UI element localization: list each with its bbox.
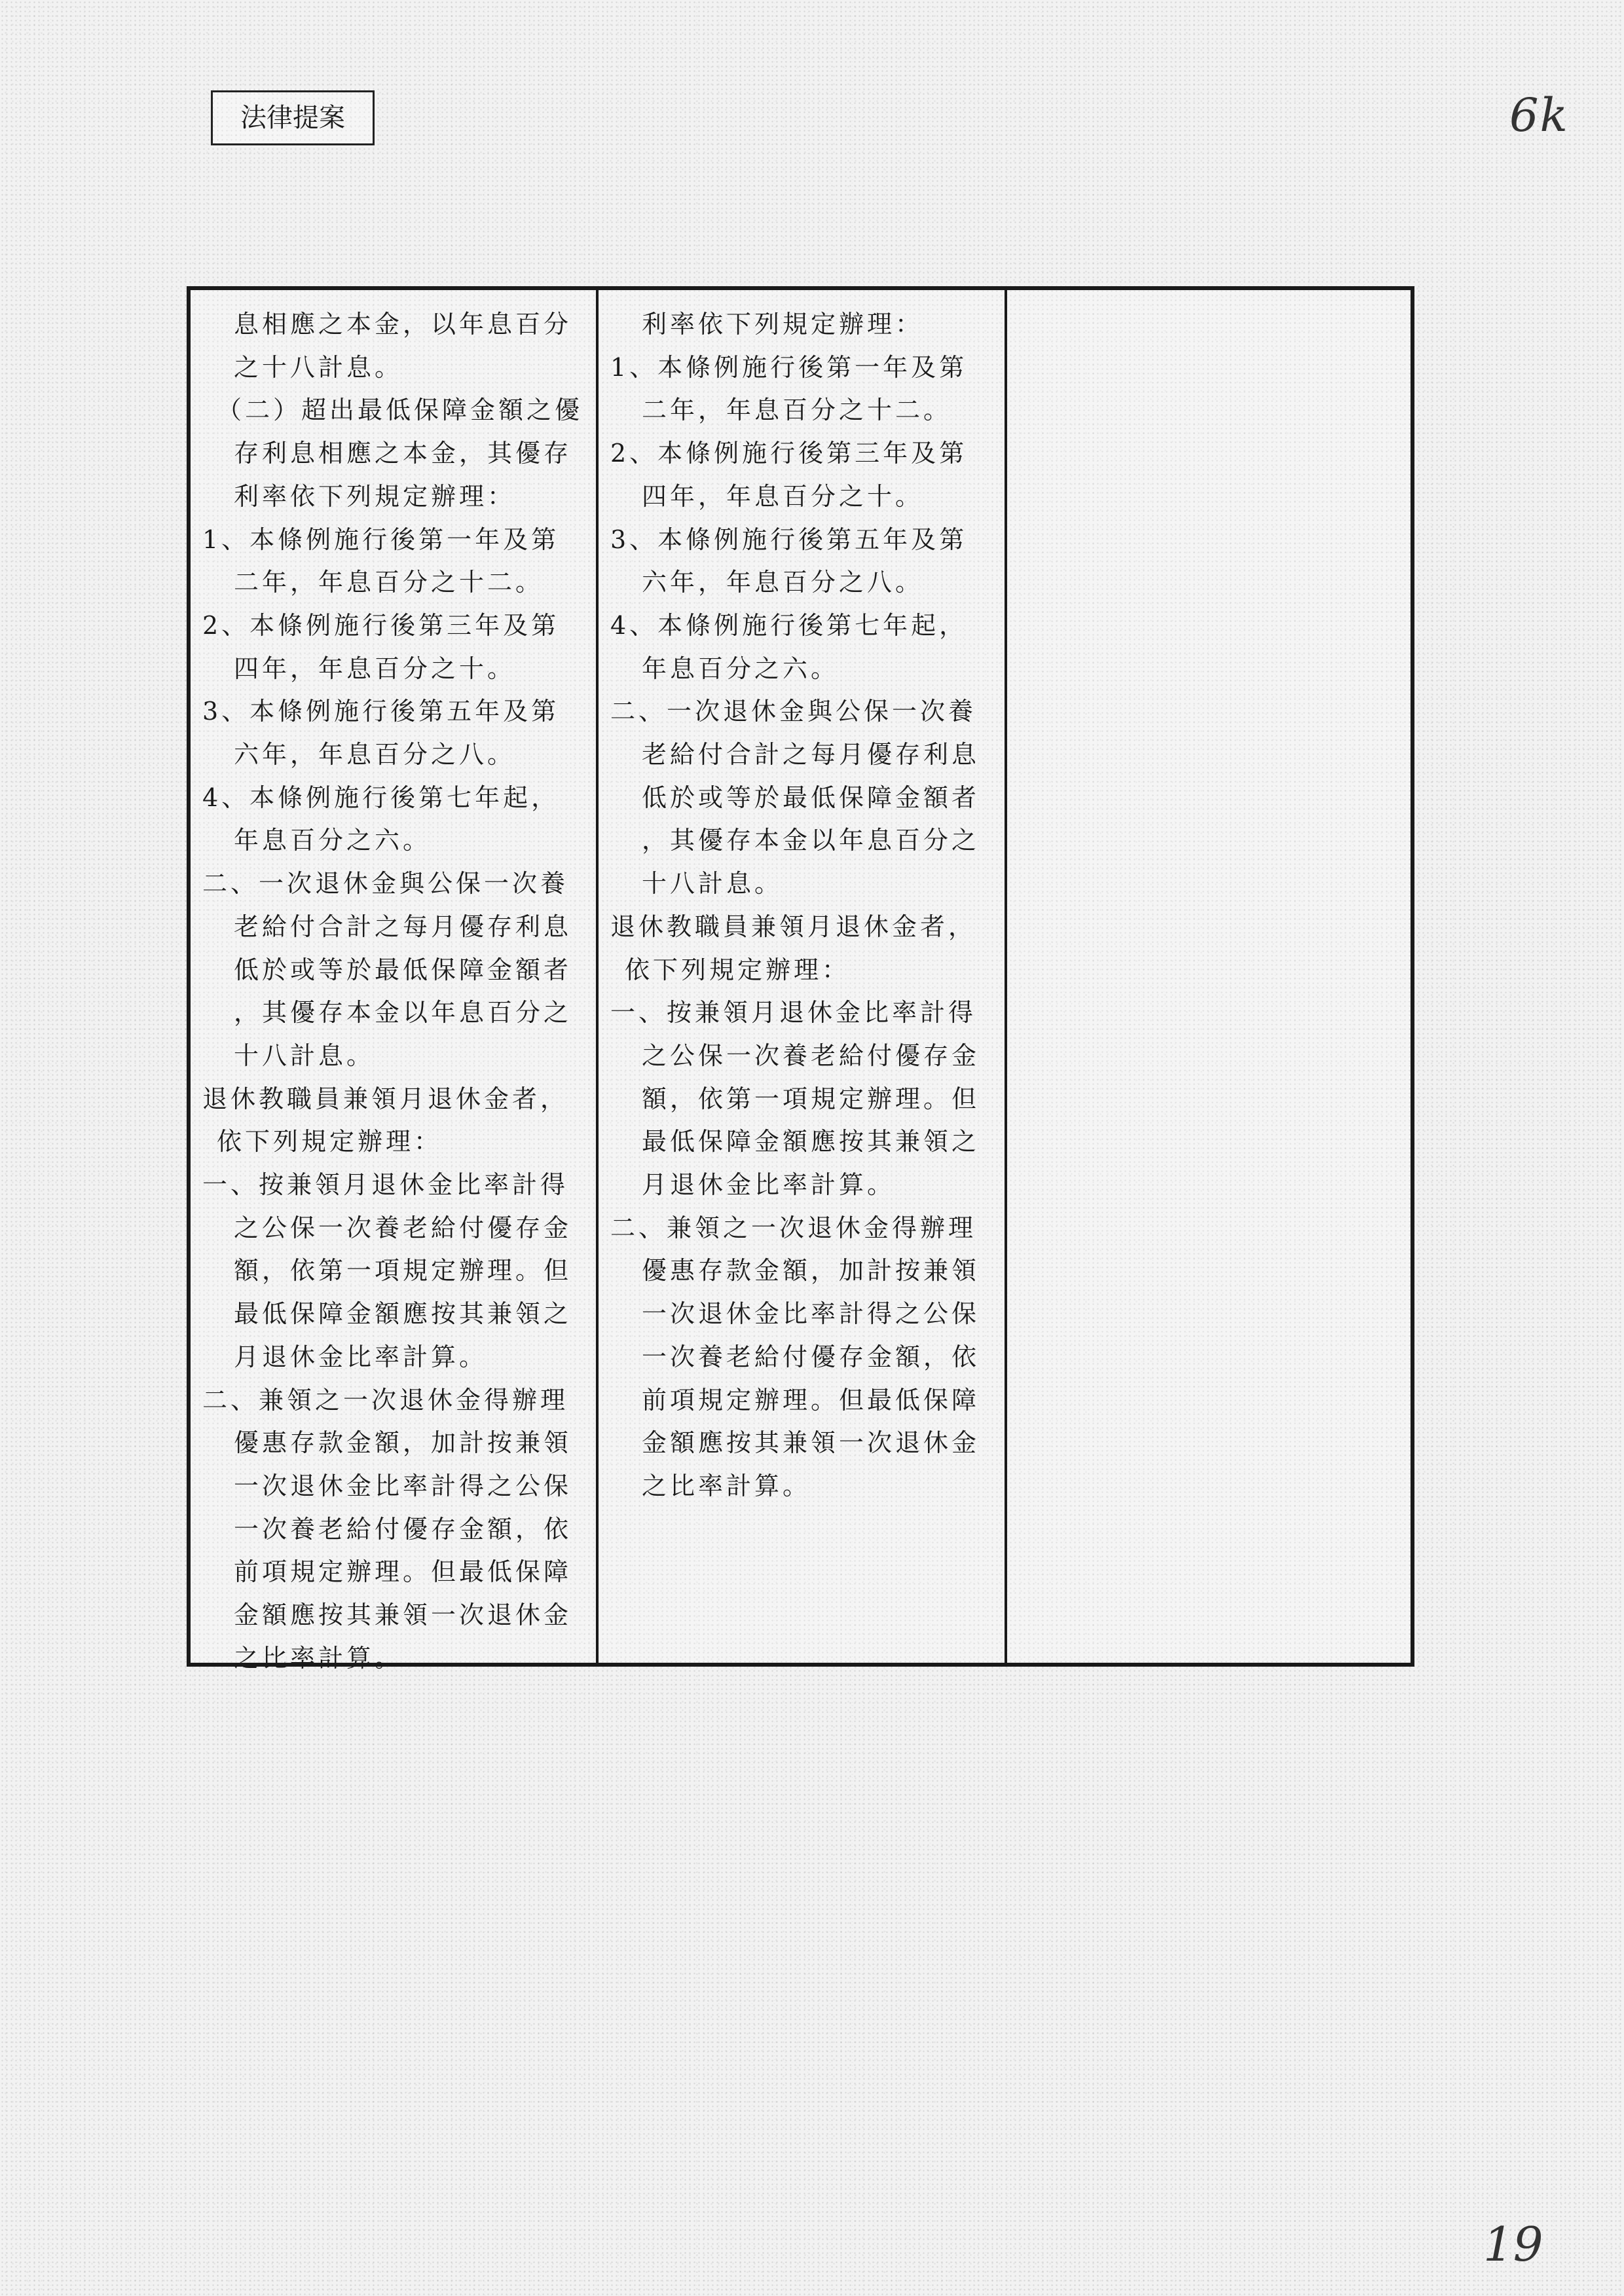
table-cell-line: 利率依下列規定辦理： bbox=[234, 481, 516, 511]
table-cell-line: 二、一次退休金與公保一次養 bbox=[610, 697, 977, 726]
table-cell-line: 月退休金比率計算。 bbox=[642, 1170, 896, 1200]
table-cell-line: 存利息相應之本金，其優存 bbox=[234, 439, 572, 468]
table-cell-line: 最低保障金額應按其兼領之 bbox=[642, 1127, 980, 1157]
table-cell-line: 一次退休金比率計得之公保 bbox=[642, 1299, 980, 1329]
table-cell-line: ，其優存本金以年息百分之 bbox=[642, 826, 980, 855]
table-cell-line: 前項規定辦理。但最低保障 bbox=[642, 1385, 980, 1415]
table-cell-line: 3、本條例施行後第五年及第 bbox=[610, 525, 968, 554]
table-cell-line: 月退休金比率計算。 bbox=[234, 1342, 488, 1371]
table-cell-line: 之十八計息。 bbox=[234, 352, 403, 382]
table-cell-line: 一、按兼領月退休金比率計得 bbox=[202, 1170, 569, 1200]
table-cell-line: 年息百分之六。 bbox=[642, 654, 840, 683]
table-cell-line: 四年，年息百分之十。 bbox=[642, 481, 924, 511]
table-column-amended-text bbox=[599, 290, 1007, 1663]
table-cell-line: 二、兼領之一次退休金得辦理 bbox=[610, 1213, 977, 1242]
table-cell-line: 息相應之本金，以年息百分 bbox=[234, 310, 572, 339]
table-column-current-text bbox=[191, 290, 599, 1673]
comparison-table bbox=[187, 286, 1414, 1673]
handwritten-page-mark: 6k bbox=[1509, 88, 1569, 142]
table-cell-line: 4、本條例施行後第七年起， bbox=[610, 610, 968, 640]
table-cell-line: 2、本條例施行後第三年及第 bbox=[202, 610, 560, 640]
table-cell-line: 六年，年息百分之八。 bbox=[234, 740, 516, 769]
table-cell-line: 二、一次退休金與公保一次養 bbox=[202, 869, 569, 898]
table-cell-line: 一次養老給付優存金額，依 bbox=[234, 1514, 572, 1544]
table-cell-line: 金額應按其兼領一次退休金 bbox=[642, 1428, 980, 1458]
table-cell-line: 額，依第一項規定辦理。但 bbox=[642, 1084, 980, 1113]
table-cell-line: 最低保障金額應按其兼領之 bbox=[234, 1299, 572, 1329]
table-cell-line: 一次退休金比率計得之公保 bbox=[234, 1471, 572, 1500]
table-cell-line: 2、本條例施行後第三年及第 bbox=[610, 439, 968, 468]
table-cell-line: 前項規定辦理。但最低保障 bbox=[234, 1557, 572, 1587]
table-cell-line: 十八計息。 bbox=[234, 1041, 375, 1070]
handwritten-page-number: 19 bbox=[1483, 2217, 1543, 2272]
table-cell-line: 低於或等於最低保障金額者 bbox=[234, 955, 572, 984]
table-cell-line: 之比率計算。 bbox=[642, 1471, 811, 1500]
table-cell-line: 一次養老給付優存金額，依 bbox=[642, 1342, 980, 1371]
table-cell-line: 金額應按其兼領一次退休金 bbox=[234, 1601, 572, 1630]
table-cell-line: 依下列規定辦理： bbox=[217, 1127, 443, 1157]
table-cell-line: 優惠存款金額，加計按兼領 bbox=[642, 1256, 980, 1286]
table-cell-line: 1、本條例施行後第一年及第 bbox=[202, 525, 560, 554]
table-cell-line: 老給付合計之每月優存利息 bbox=[642, 740, 980, 769]
table-cell-line: 利率依下列規定辦理： bbox=[642, 310, 924, 339]
table-cell-line: 六年，年息百分之八。 bbox=[642, 568, 924, 597]
table-cell-line: 一、按兼領月退休金比率計得 bbox=[610, 998, 977, 1028]
table-cell-line: 二年，年息百分之十二。 bbox=[234, 568, 544, 597]
header-label: 法律提案 bbox=[211, 90, 375, 145]
table-cell-line: 之公保一次養老給付優存金 bbox=[642, 1041, 980, 1070]
table-cell-line: 4、本條例施行後第七年起， bbox=[202, 783, 560, 812]
table-cell-line: 二年，年息百分之十二。 bbox=[642, 396, 952, 425]
table-cell-line: 退休教職員兼領月退休金者， bbox=[202, 1084, 569, 1113]
table-cell-line: 1、本條例施行後第一年及第 bbox=[610, 352, 968, 382]
table-cell-line: 低於或等於最低保障金額者 bbox=[642, 783, 980, 812]
table-cell-line: 二、兼領之一次退休金得辦理 bbox=[202, 1385, 569, 1415]
table-cell-line: 3、本條例施行後第五年及第 bbox=[202, 697, 560, 726]
table-cell-line: 依下列規定辦理： bbox=[625, 955, 851, 984]
table-cell-line: 優惠存款金額，加計按兼領 bbox=[234, 1428, 572, 1458]
table-cell-line: 之公保一次養老給付優存金 bbox=[234, 1213, 572, 1242]
table-cell-line: 之比率計算。 bbox=[234, 1643, 403, 1673]
table-cell-line: 額，依第一項規定辦理。但 bbox=[234, 1256, 572, 1286]
table-cell-line: 年息百分之六。 bbox=[234, 826, 432, 855]
table-cell-line: 退休教職員兼領月退休金者， bbox=[610, 912, 977, 941]
table-cell-line: （二）超出最低保障金額之優 bbox=[217, 396, 583, 425]
table-cell-line: ，其優存本金以年息百分之 bbox=[234, 998, 572, 1028]
table-cell-line: 四年，年息百分之十。 bbox=[234, 654, 516, 683]
table-column-explanation bbox=[1007, 290, 1411, 1663]
table-cell-line: 十八計息。 bbox=[642, 869, 783, 898]
table-cell-line: 老給付合計之每月優存利息 bbox=[234, 912, 572, 941]
